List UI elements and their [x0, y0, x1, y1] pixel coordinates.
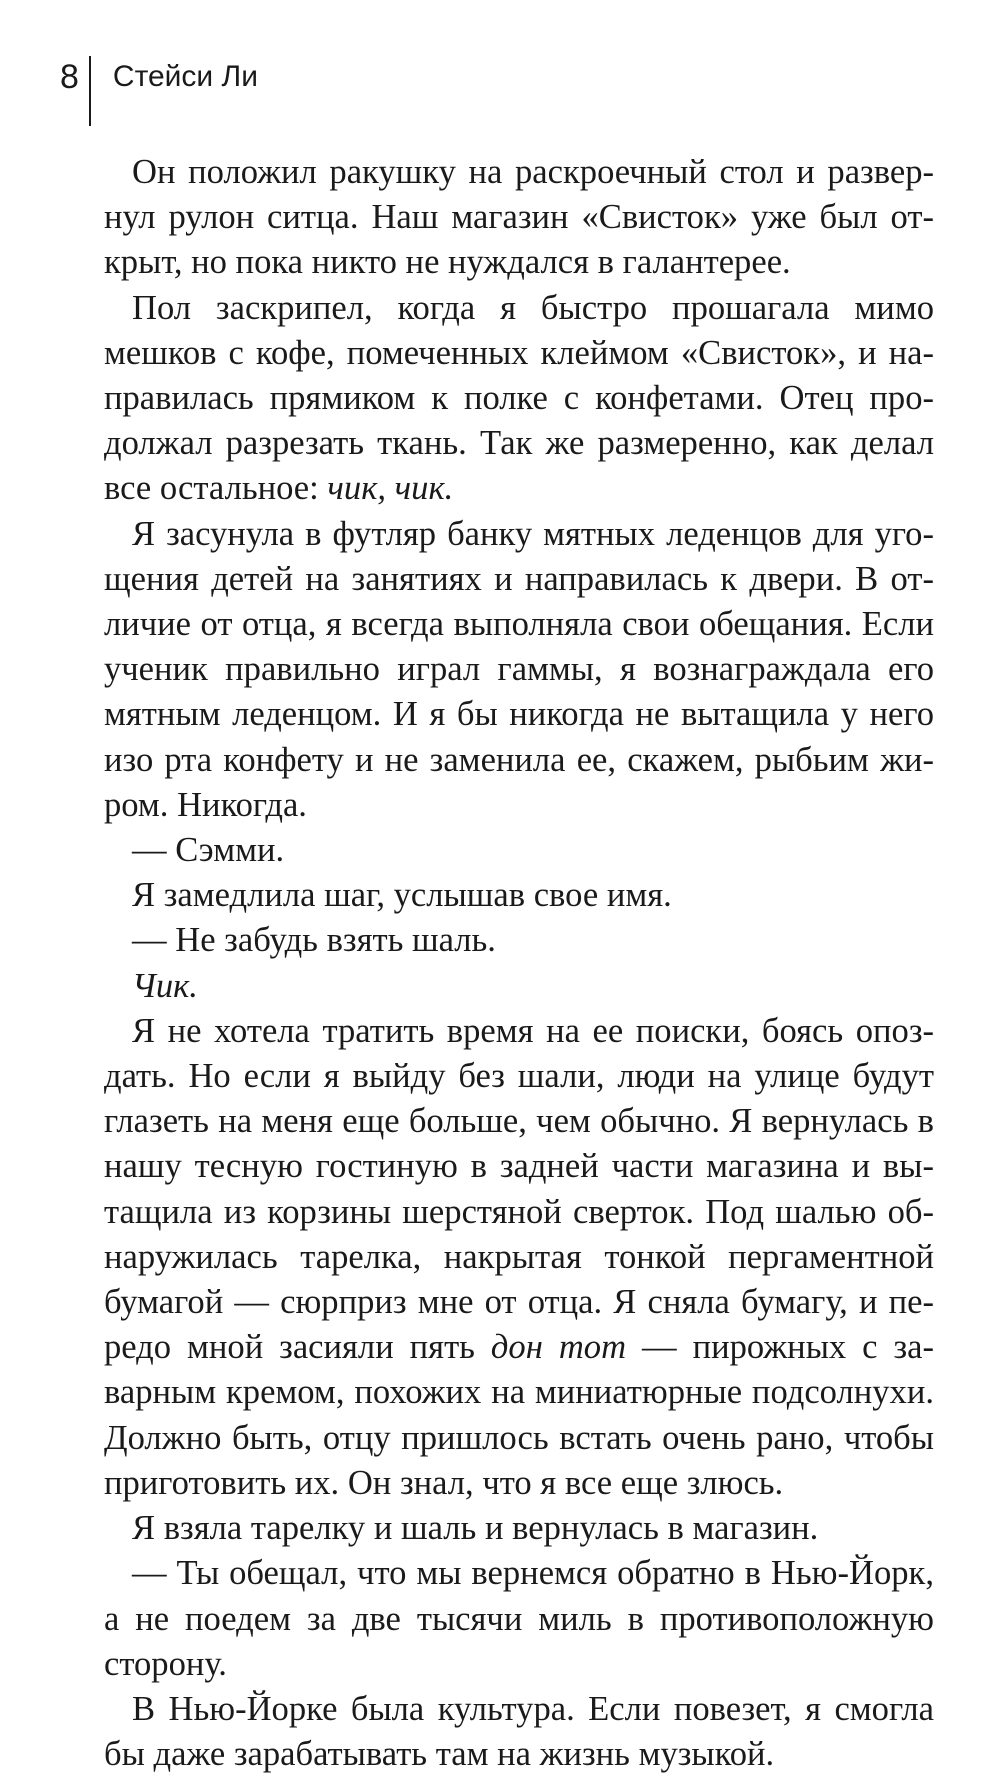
paragraph [104, 1687, 934, 1777]
running-head-author: Стейси Ли [112, 60, 258, 93]
paragraph-text: Я взяла тарелку и шаль и вернулась в магазин. [132, 1509, 819, 1548]
paragraph [104, 873, 934, 918]
dialogue-line [104, 918, 934, 963]
page-header [60, 50, 258, 120]
paragraph [104, 1009, 934, 1506]
paragraph-text: Пол заскрипел, когда я быстро прошагала мимо мешков с кофе, помеченных клеймом «Свисток», и направилась прямиком к полке с конфетами. Отец продолжал разрезать ткань. Так же размеренно, как делал все остальное: [104, 288, 934, 508]
paragraph-text: Я не хотела тратить время на ее поиски, боясь опоздать. Но если я выйду без шали, люди на улице будут глазеть на меня еще больше, чем обычно. Я вернулась в нашу тесную гостиную в задней части магазина и вытащила из корзины шерстяной сверток. Под шалью обнаружилась тарелка, накрытая тонкой пергаментной бумагой — сюрприз мне от отца. Я сняла бумагу, и передо мной засияли пять [104, 1011, 934, 1367]
body-text [104, 150, 934, 1777]
paragraph-text: В Нью-Йорке была культура. Если повезет, я смогла бы даже зарабатывать там на жизнь музыкой. [104, 1689, 934, 1774]
dialogue-line [104, 1551, 934, 1687]
paragraph-text: — Сэмми. [132, 831, 285, 870]
paragraph-text: — пирожных с заварным кремом, похожих на миниатюрные подсолнухи. Должно быть, отцу пришлось встать очень рано, чтобы приготовить их. Он знал, что я все еще злюсь. [104, 1328, 935, 1502]
paragraph-text: Я засунула в футляр банку мятных леденцов для угощения детей на занятиях и направилась к двери. В отличие от отца, я всегда выполняла свои обещания. Если ученик правильно играл гаммы, я вознаграждала его мятным леденцом. И я бы никогда не вытащила у него изо рта конфету и не заменила ее, скажем, рыбьим жиром. Никогда. [104, 514, 934, 824]
paragraph [104, 512, 934, 828]
paragraph-italic-text: дон тот [490, 1328, 627, 1367]
paragraph [104, 150, 934, 286]
paragraph-italic-text: Чик. [132, 966, 198, 1005]
paragraph-text: — Не забудь взять шаль. [132, 921, 496, 960]
paragraph [104, 286, 934, 512]
paragraph [104, 1506, 934, 1551]
paragraph-text: Он положил ракушку на раскроечный стол и развернул рулон ситца. Наш магазин «Свисток» уже был открыт, но пока никто не нуждался в галантерее. [104, 153, 934, 282]
dialogue-line [104, 828, 934, 873]
paragraph-text: Я замедлила шаг, услышав свое имя. [132, 876, 672, 915]
paragraph-text: — Ты обещал, что мы вернемся обратно в Нью-Йорк, а не поедем за две тысячи миль в противоположную сторону. [104, 1554, 934, 1683]
paragraph-italic-text: чик, чик. [327, 469, 454, 508]
paragraph [104, 964, 934, 1009]
page-number: 8 [60, 58, 79, 96]
